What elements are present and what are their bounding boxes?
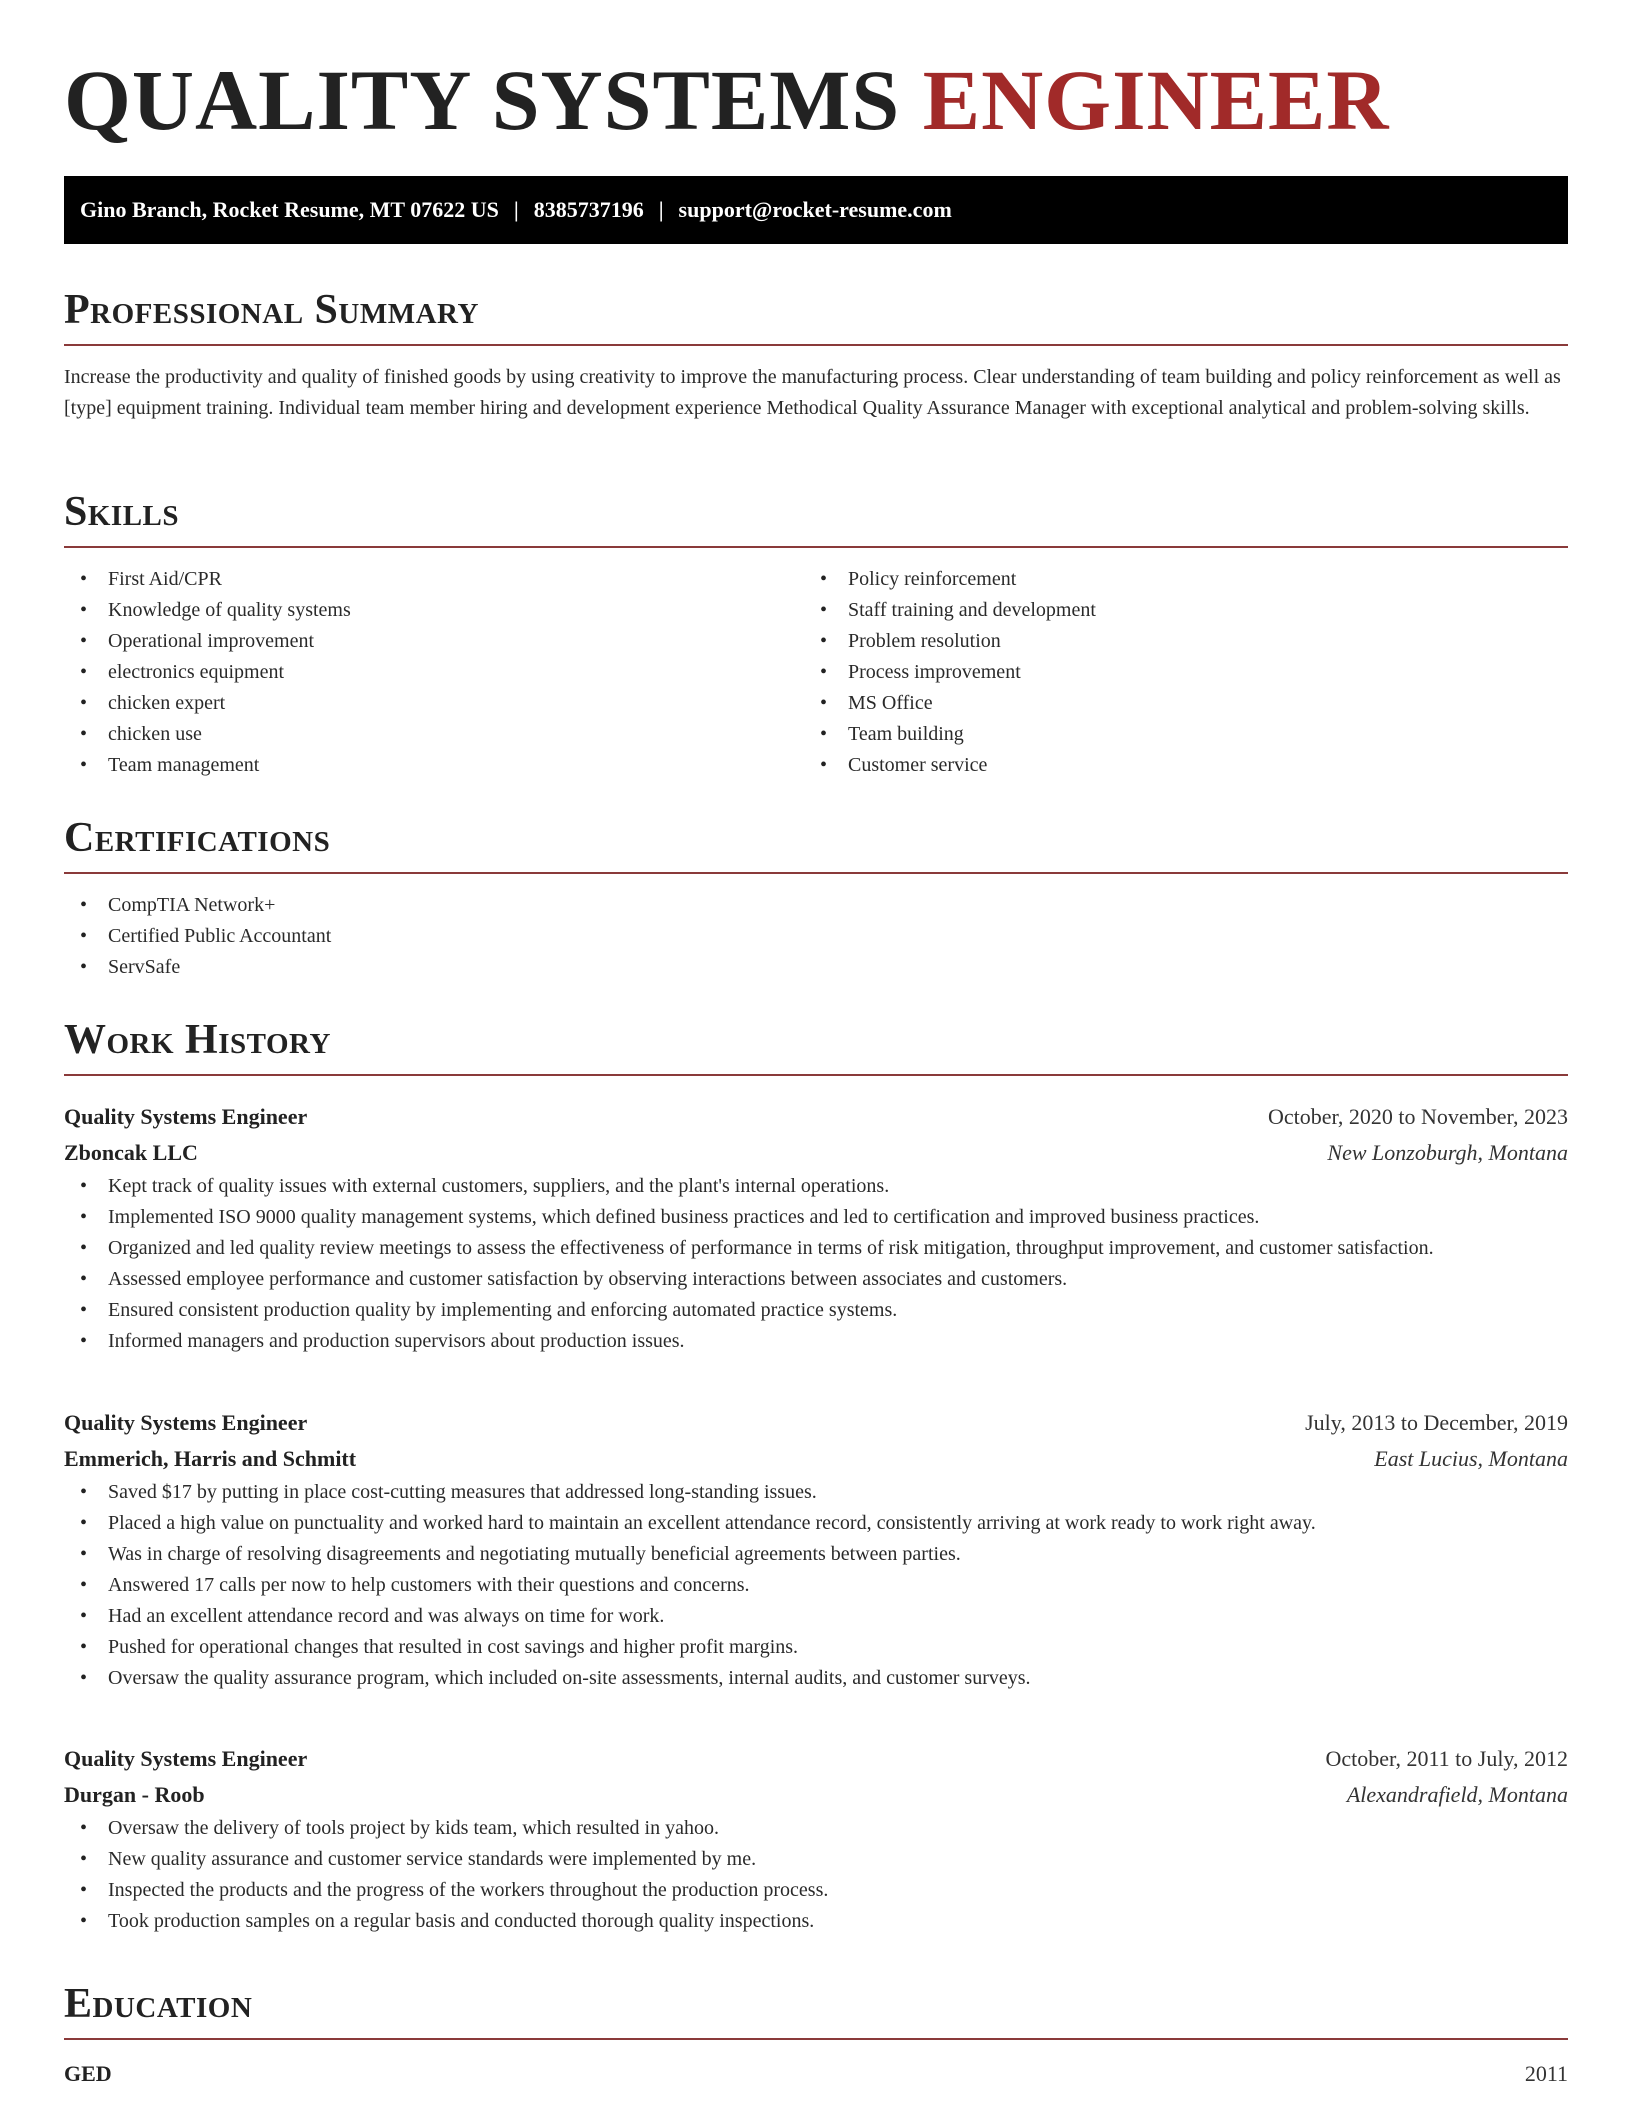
job-bullet: • Implemented ISO 9000 quality management systems, which defined business practices and led to certification and improved business practices.	[64, 1202, 1568, 1233]
job-header-row	[64, 1741, 1568, 1777]
education-row	[64, 2056, 1568, 2092]
skill-item: • Knowledge of quality systems	[64, 595, 804, 626]
summary-text: Increase the productivity and quality of finished goods by using creativity to improve the manufacturing process. Clear understanding of team building and policy reinforcement as well as [type] equipment training. Individual team member hiring and development experience Methodical Quality Assurance Manager with exceptional analytical and problem-solving skills.	[64, 366, 1561, 419]
skill-item: • Operational improvement	[64, 626, 804, 657]
skill-item: • chicken use	[64, 719, 804, 750]
skills-section	[64, 486, 1568, 781]
job-dates: July, 2013 to December, 2019	[1305, 1410, 1568, 1435]
job-location: New Lonzoburgh, Montana	[1327, 1140, 1568, 1165]
title-part-1: QUALITY SYSTEMS	[64, 52, 901, 148]
education-section	[64, 1978, 1568, 2092]
certification-item: • CompTIA Network+	[64, 890, 1568, 921]
job-bullet: • Saved $17 by putting in place cost-cutting measures that addressed long-standing issues.	[64, 1477, 1568, 1508]
skill-item: • First Aid/CPR	[64, 564, 804, 595]
job-bullet: • Assessed employee performance and customer satisfaction by observing interactions between associates and customers.	[64, 1264, 1568, 1295]
title-part-2: ENGINEER	[922, 52, 1390, 148]
job-bullet: • Oversaw the delivery of tools project by kids team, which resulted in yahoo.	[64, 1813, 1568, 1844]
skill-item: • chicken expert	[64, 688, 804, 719]
job-bullet: • Answered 17 calls per now to help customers with their questions and concerns.	[64, 1570, 1568, 1601]
section-heading: Work History	[64, 1017, 331, 1063]
job-location: East Lucius, Montana	[1374, 1446, 1568, 1471]
section-heading: Professional Summary	[64, 287, 479, 333]
job-bullets	[64, 1813, 1568, 1937]
job-entry	[64, 1741, 1568, 1937]
job-bullet: • Kept track of quality issues with external customers, suppliers, and the plant's internal operations.	[64, 1171, 1568, 1202]
work-history-section	[64, 1014, 1568, 1076]
job-bullet: • Organized and led quality review meetings to assess the effectiveness of performance in terms of risk mitigation, throughput improvement, and customer satisfaction.	[64, 1233, 1568, 1264]
job-bullet: • Informed managers and production supervisors about production issues.	[64, 1326, 1568, 1357]
skills-columns	[64, 564, 1568, 781]
section-heading: Certifications	[64, 815, 331, 861]
job-dates: October, 2011 to July, 2012	[1325, 1746, 1568, 1771]
job-bullet: • Was in charge of resolving disagreements and negotiating mutually beneficial agreements between parties.	[64, 1539, 1568, 1570]
job-bullet: • New quality assurance and customer service standards were implemented by me.	[64, 1844, 1568, 1875]
job-bullets	[64, 1477, 1568, 1694]
contact-phone[interactable]: 8385737196	[533, 197, 644, 222]
section-divider	[64, 546, 1568, 548]
certification-item: • ServSafe	[64, 952, 1568, 983]
section-heading: Education	[64, 1981, 253, 2027]
job-dates: October, 2020 to November, 2023	[1267, 1104, 1568, 1129]
section-divider	[64, 344, 1568, 346]
summary-section	[64, 284, 1568, 424]
skill-item: • Customer service	[804, 750, 1544, 781]
education-degree: GED	[64, 2061, 112, 2086]
job-bullet: • Placed a high value on punctuality and worked hard to maintain an excellent attendance record, consistently arriving at work ready to work right away.	[64, 1508, 1568, 1539]
job-entry	[64, 1099, 1568, 1357]
skills-list-right	[804, 564, 1544, 781]
section-divider	[64, 1074, 1568, 1076]
section-heading: Skills	[64, 489, 180, 535]
certifications-section	[64, 812, 1568, 983]
skill-item: • electronics equipment	[64, 657, 804, 688]
skill-item: • Staff training and development	[804, 595, 1544, 626]
job-bullet: • Had an excellent attendance record and was always on time for work.	[64, 1601, 1568, 1632]
contact-separator: |	[658, 197, 664, 222]
job-company-row	[64, 1441, 1568, 1477]
section-divider	[64, 2038, 1568, 2040]
job-title: Quality Systems Engineer	[64, 1746, 308, 1771]
job-title: Quality Systems Engineer	[64, 1104, 308, 1129]
job-bullet: • Pushed for operational changes that resulted in cost savings and higher profit margins.	[64, 1632, 1568, 1663]
job-bullets	[64, 1171, 1568, 1357]
skill-item: • Team building	[804, 719, 1544, 750]
certifications-list	[64, 890, 1568, 983]
skill-item: • Policy reinforcement	[804, 564, 1544, 595]
skill-item: • Process improvement	[804, 657, 1544, 688]
job-company: Durgan - Roob	[64, 1782, 205, 1807]
contact-address: Gino Branch, Rocket Resume, MT 07622 US	[80, 197, 499, 222]
education-year: 2011	[1524, 2061, 1568, 2086]
job-bullet: • Oversaw the quality assurance program, which included on-site assessments, internal audits, and customer surveys.	[64, 1663, 1568, 1694]
job-company: Zboncak LLC	[64, 1140, 198, 1165]
contact-email[interactable]: support@rocket-resume.com	[678, 197, 952, 222]
job-company-row	[64, 1777, 1568, 1813]
section-divider	[64, 872, 1568, 874]
job-company: Emmerich, Harris and Schmitt	[64, 1446, 357, 1471]
job-entry	[64, 1405, 1568, 1694]
job-title: Quality Systems Engineer	[64, 1410, 308, 1435]
job-location: Alexandrafield, Montana	[1346, 1782, 1568, 1807]
skill-item: • Problem resolution	[804, 626, 1544, 657]
skills-list-left	[64, 564, 804, 781]
job-bullet: • Ensured consistent production quality by implementing and enforcing automated practice systems.	[64, 1295, 1568, 1326]
job-bullet: • Inspected the products and the progress of the workers throughout the production process.	[64, 1875, 1568, 1906]
job-header-row	[64, 1405, 1568, 1441]
contact-bar	[64, 176, 1568, 244]
job-header-row	[64, 1099, 1568, 1135]
job-company-row	[64, 1135, 1568, 1171]
certification-item: • Certified Public Accountant	[64, 921, 1568, 952]
skill-item: • Team management	[64, 750, 804, 781]
skill-item: • MS Office	[804, 688, 1544, 719]
contact-separator: |	[513, 197, 519, 222]
resume-title	[64, 50, 1389, 150]
job-bullet: • Took production samples on a regular basis and conducted thorough quality inspections.	[64, 1906, 1568, 1937]
